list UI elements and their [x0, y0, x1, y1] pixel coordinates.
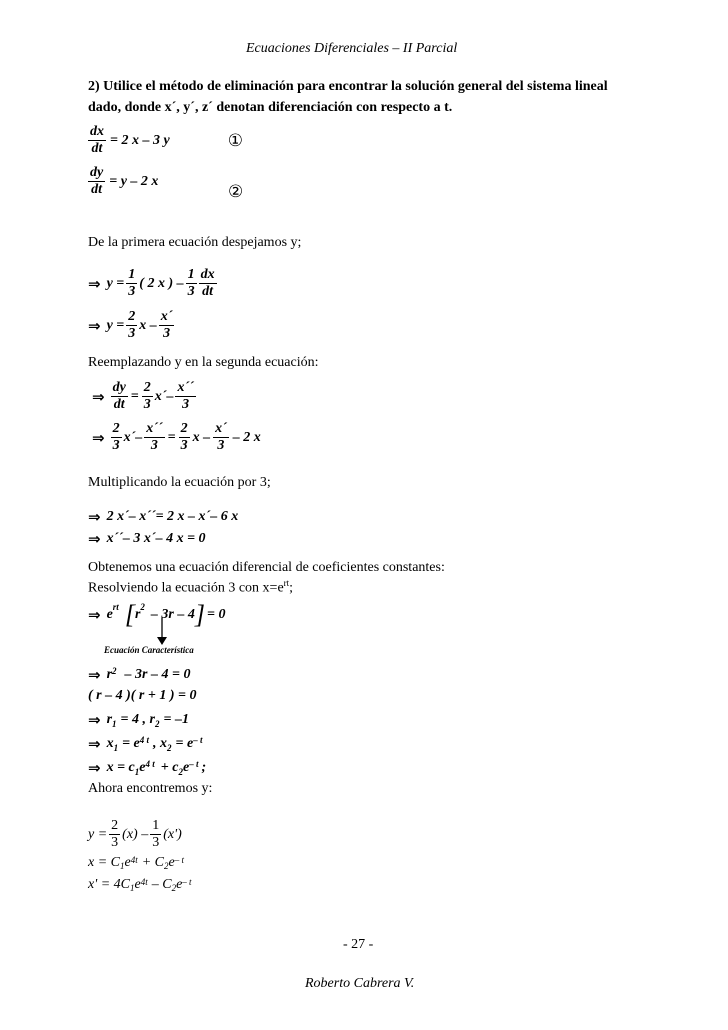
eq-sign: =	[130, 388, 139, 404]
frac-num: 2	[143, 380, 151, 395]
eq-part: e	[176, 877, 183, 892]
page-header: Ecuaciones Diferenciales – II Parcial	[246, 41, 458, 56]
system-equation-1	[88, 124, 243, 157]
eq-sup: – t	[193, 735, 203, 745]
eq-sup: 4t	[130, 855, 138, 865]
frac-den: 3	[112, 438, 120, 453]
eq-mid: x –	[139, 317, 157, 333]
eq-part: – 3r – 4 = 0	[124, 667, 191, 682]
eq-sub: 1	[112, 719, 117, 729]
eq-sup: – t	[182, 877, 192, 887]
eq-mid: x´–	[154, 388, 174, 404]
eq-part: x –	[192, 429, 211, 445]
eq-part: e	[168, 855, 175, 870]
step6-equation-2	[88, 855, 184, 871]
eq-part: r	[134, 607, 141, 622]
eq-part: = –1	[163, 712, 189, 727]
step6-equation-3	[88, 877, 192, 893]
eq-text: x´´– 3 x´– 4 x = 0	[106, 531, 206, 546]
eq-part: = 4 , r	[120, 712, 155, 727]
eq-sub: 1	[120, 861, 125, 871]
down-arrow-icon	[155, 618, 169, 646]
eq-end: (x')	[163, 826, 182, 842]
frac-num: x´	[160, 309, 173, 324]
implies-icon: ⇒	[92, 428, 105, 447]
frac-den: 3	[152, 835, 160, 850]
open-bracket: [	[124, 600, 135, 629]
eq-part: x	[106, 736, 114, 751]
step5-equation-3	[88, 711, 189, 729]
frac-den: 3	[163, 326, 171, 341]
eq-sup: – t	[174, 855, 185, 865]
frac-num: 1	[128, 267, 136, 282]
eq-sub: 1	[113, 743, 119, 753]
implies-icon: ⇒	[88, 274, 101, 293]
eq-part: x' = 4C	[88, 877, 130, 892]
eq-part: x = c	[106, 760, 135, 775]
eq-sub: 2	[167, 743, 172, 753]
frac-num: 1	[187, 267, 195, 282]
equation-marker-1: ①	[227, 130, 243, 151]
frac-den: 3	[128, 326, 136, 341]
characteristic-label: Ecuación Característica	[104, 645, 194, 655]
step1-equation-2	[88, 309, 176, 342]
step4-text-2	[88, 578, 293, 597]
eq-part: e	[124, 855, 131, 870]
step2-text: Reemplazando y en la segunda ecuación:	[88, 355, 319, 370]
author-name: Roberto Cabrera V.	[305, 976, 415, 991]
text-part: ;	[289, 580, 294, 596]
eq1-rhs: = 2 x – 3 y	[110, 132, 170, 148]
eq-sub: 1	[130, 883, 135, 893]
frac-den: dt	[202, 284, 214, 299]
eq-part: – 3r – 4	[150, 607, 195, 622]
step1-equation-1	[88, 267, 217, 300]
eq-part: e	[182, 760, 190, 775]
step5-equation-2: ( r – 4 )( r + 1 ) = 0	[88, 688, 197, 703]
eq-sub: 2	[164, 861, 169, 871]
eq-part: ;	[201, 760, 207, 775]
eq-mid: ( 2 x ) –	[139, 275, 184, 291]
frac-den: 3	[111, 835, 119, 850]
eq-sup: 4t	[140, 877, 148, 887]
system-equation-2	[88, 165, 158, 198]
text-sup: rt	[283, 578, 290, 588]
eq-part: , x	[153, 736, 168, 751]
frac-den: 3	[128, 284, 136, 299]
equation-marker-2: ②	[228, 182, 244, 202]
frac-den: 3	[187, 284, 195, 299]
eq2-rhs: = y – 2 x	[109, 173, 159, 189]
page-number: - 27 -	[343, 937, 374, 952]
step4-text-1: Obtenemos una ecuación diferencial de coeficientes constantes:	[88, 560, 445, 575]
step5-equation-4	[88, 735, 203, 753]
eq-part: e	[106, 607, 113, 622]
frac-den: 3	[217, 438, 225, 453]
step3-text: Multiplicando la ecuación por 3;	[88, 475, 271, 490]
eq-sup: rt	[112, 602, 119, 612]
step2-equation-2	[92, 421, 261, 454]
eq-sub: 2	[178, 767, 183, 777]
frac-num: dx	[200, 267, 215, 282]
eq-part: – C	[151, 877, 172, 892]
implies-icon: ⇒	[88, 711, 101, 729]
implies-icon: ⇒	[88, 666, 101, 684]
step3-equation-2	[88, 530, 206, 548]
eq-mid: (x) –	[122, 826, 149, 842]
eq-part: = e	[175, 736, 194, 751]
text-part: Resolviendo la ecuación 3 con x=e	[88, 580, 284, 596]
eq-sup: 2	[112, 666, 117, 676]
step6-text: Ahora encontremos y:	[88, 781, 213, 796]
implies-icon: ⇒	[88, 606, 101, 624]
eq-part: = e	[122, 736, 140, 751]
eq-part: x´–	[123, 429, 143, 445]
step5-equation-5	[88, 759, 206, 777]
implies-icon: ⇒	[88, 759, 101, 777]
eq-part: = 0	[206, 607, 226, 622]
eq-sup: 4 t	[145, 759, 155, 769]
step1-text: De la primera ecuación despejamos y;	[88, 235, 302, 250]
step6-equation-1	[88, 818, 182, 851]
implies-icon: ⇒	[88, 530, 101, 548]
implies-icon: ⇒	[88, 508, 101, 526]
eq-sup: – t	[189, 759, 199, 769]
eq-lhs: y =	[106, 317, 125, 333]
frac-den: 3	[150, 438, 158, 453]
eq-sub: 2	[171, 883, 177, 893]
eq-sub: 2	[154, 719, 160, 729]
frac-den: 3	[182, 397, 190, 412]
eq2-numerator: dy	[90, 165, 104, 180]
eq-sub: 1	[134, 767, 140, 777]
frac-num: 2	[111, 818, 119, 833]
frac-den: 3	[143, 397, 151, 412]
problem-statement-line2: dado, donde x´, y´, z´ denotan diferenciación con respecto a t.	[88, 100, 453, 115]
frac-den: dt	[113, 397, 125, 412]
frac-num: 2	[180, 421, 188, 436]
eq-text: 2 x´– x´´= 2 x – x´– 6 x	[106, 509, 239, 524]
eq-part: x = C	[88, 855, 120, 870]
frac-num: x´´	[177, 380, 194, 395]
frac-num: 1	[152, 818, 160, 833]
step2-equation-1	[92, 380, 196, 413]
eq2-denominator: dt	[91, 182, 103, 197]
eq1-denominator: dt	[91, 141, 103, 156]
eq-part: + C	[141, 855, 165, 870]
frac-num: dy	[112, 380, 126, 395]
eq-sup: 4 t	[139, 735, 150, 745]
frac-den: 3	[180, 438, 188, 453]
close-bracket: ]	[194, 600, 205, 629]
eq-lhs: y =	[88, 826, 108, 842]
implies-icon: ⇒	[88, 735, 101, 753]
frac-num: 2	[128, 309, 136, 324]
eq1-numerator: dx	[90, 124, 104, 139]
eq-sup: 2	[140, 602, 145, 612]
eq-part: e	[134, 877, 141, 892]
eq-sign: =	[167, 429, 176, 445]
eq-part: r	[106, 667, 113, 682]
problem-statement-line1: 2) Utilice el método de eliminación para encontrar la solución general del sistema lineal	[88, 79, 608, 94]
implies-icon: ⇒	[88, 316, 101, 335]
eq-part: + c	[160, 760, 179, 775]
eq-lhs: y =	[106, 275, 125, 291]
frac-num: x´	[215, 421, 227, 436]
eq-part: – 2 x	[232, 429, 261, 445]
step5-equation-1	[88, 666, 190, 684]
step3-equation-1	[88, 508, 238, 526]
frac-num: 2	[112, 421, 120, 436]
implies-icon: ⇒	[92, 387, 105, 406]
eq-part: e	[139, 760, 146, 775]
eq-part: r	[106, 712, 113, 727]
frac-num: x´´	[146, 421, 163, 436]
